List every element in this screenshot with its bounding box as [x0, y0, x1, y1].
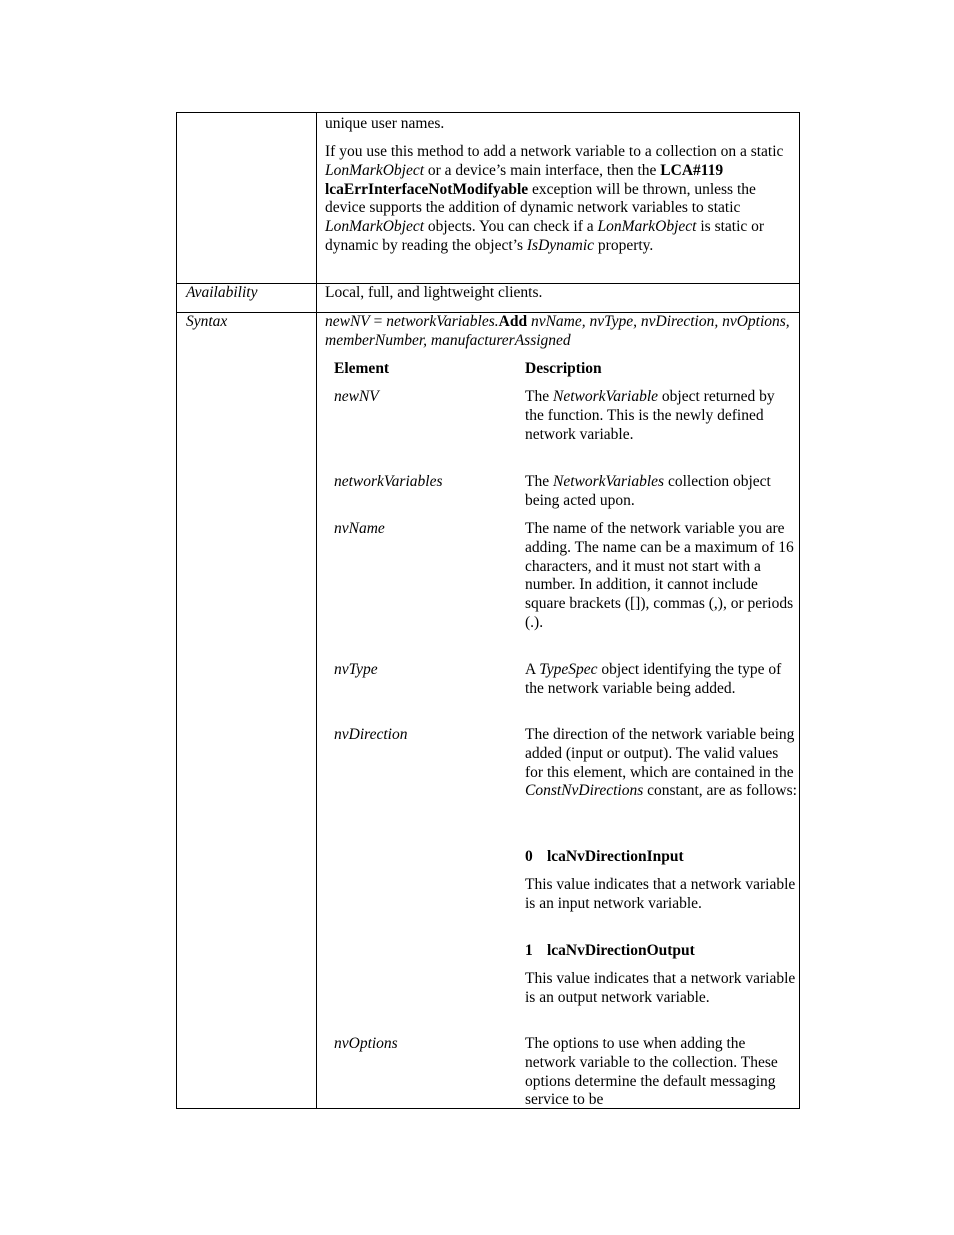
direction-value-heading [525, 942, 797, 961]
interface-note-paragraph [325, 143, 795, 256]
text-run: LCA#119 lcaErrInterfaceNotModifyable [325, 161, 724, 198]
text-run: The options to use when adding the network variable to the collection. These options determine the default messaging service to be [525, 1035, 778, 1109]
continued-text: unique user names. [325, 115, 445, 132]
text-run: networkVariables. [386, 313, 499, 330]
text-run: constant, are as follows: [643, 782, 797, 800]
text-run: A [525, 661, 540, 678]
element-description [525, 520, 797, 633]
syntax-label: Syntax [186, 313, 228, 330]
text-run: NetworkVariables [552, 473, 665, 490]
availability-text: Local, full, and lightweight clients. [325, 284, 543, 301]
text-run: TypeSpec [539, 661, 598, 678]
element-description [525, 388, 797, 444]
element-name: nvDirection [334, 726, 408, 743]
text-run: exception will be thrown, unless the device supports the addition of dynamic network variables to static [325, 180, 756, 217]
text-run: object identifying the type of the network variable being added. [525, 661, 782, 697]
text-run: IsDynamic [526, 236, 595, 254]
text-run: LonMarkObject [325, 161, 425, 179]
text-run: The [525, 388, 553, 405]
column-divider [316, 113, 317, 1108]
element-name: nvOptions [334, 1035, 398, 1052]
direction-constant: lcaNvDirectionOutput [547, 942, 695, 959]
direction-constant: lcaNvDirectionInput [547, 848, 684, 865]
text-run: is static or dynamic by reading the object’s [325, 218, 765, 254]
text-run: ConstNvDirections [525, 782, 644, 800]
text-run: LonMarkObject [597, 218, 697, 236]
text-run: newNV [325, 313, 370, 330]
syntax-line [325, 313, 795, 351]
direction-value-heading [525, 848, 797, 867]
direction-code: 0 [525, 848, 533, 865]
text-run: Add [498, 313, 528, 330]
text-run: The direction of the network variable being added (input or output). The valid values for this element, which are contained in the [525, 726, 795, 781]
text-run: or a device’s main interface, then the [424, 161, 661, 179]
text-run: collection object being acted upon. [525, 473, 771, 509]
text-run: The [525, 473, 553, 490]
text-run: = [369, 313, 387, 330]
text-run: objects. You can check if a [424, 218, 598, 236]
text-run: NetworkVariable [552, 388, 659, 405]
text-run: property. [594, 236, 654, 254]
text-run: If you use this method to add a network variable to a collection on a static [325, 143, 784, 160]
text-run: LonMarkObject [325, 218, 425, 236]
direction-code: 1 [525, 942, 533, 959]
direction-value-text: This value indicates that a network variable is an output network variable. [525, 970, 796, 1006]
text-run: nvName, nvType, nvDirection, nvOptions, memberNumber, manufacturerAssigned [325, 313, 790, 349]
description-column-header: Description [525, 360, 602, 377]
text-run: The name of the network variable you are adding. The name can be a maximum of 16 characters, and it must not start with a number. In addition, it cannot include square brackets ([]), commas (,), or periods (.). [525, 520, 794, 631]
element-description [525, 1035, 797, 1110]
element-name: newNV [334, 388, 379, 405]
element-description [525, 726, 797, 801]
availability-label: Availability [186, 284, 258, 301]
method-reference-table [176, 112, 800, 1109]
element-description [525, 661, 797, 699]
element-name: nvType [334, 661, 378, 678]
element-column-header: Element [334, 360, 390, 377]
element-name: nvName [334, 520, 385, 537]
element-name: networkVariables [334, 473, 443, 490]
element-description [525, 473, 797, 511]
text-run: object returned by the function. This is the newly defined network variable. [525, 388, 775, 443]
direction-value-text: This value indicates that a network variable is an input network variable. [525, 876, 796, 912]
